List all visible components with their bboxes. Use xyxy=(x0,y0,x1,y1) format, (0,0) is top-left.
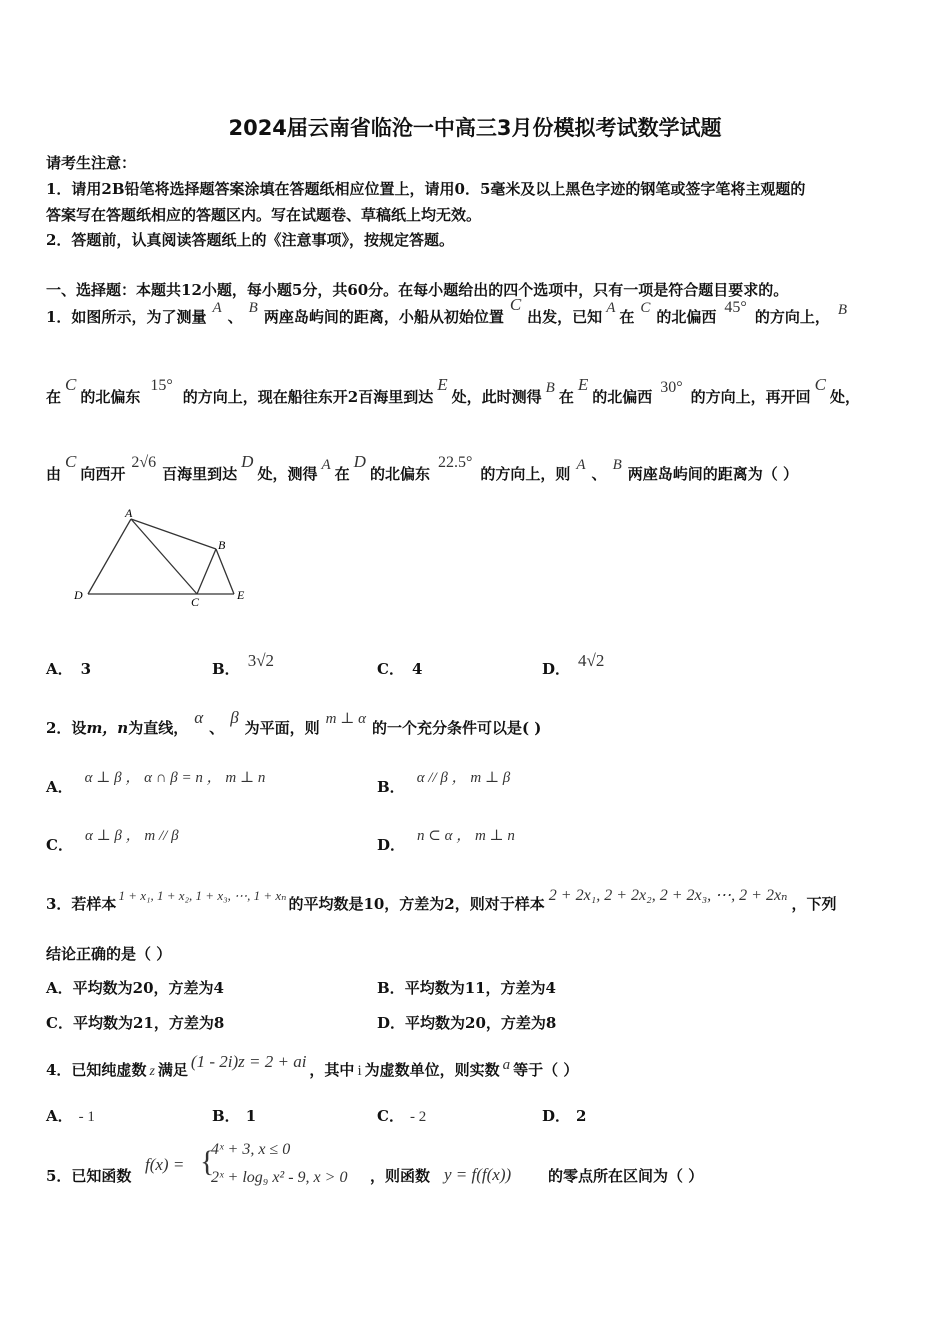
q5-fx: f(x) = xyxy=(145,1155,185,1174)
q5-case-2: 2ˣ + log₉ x² - 9, x > 0 xyxy=(211,1169,348,1186)
q1-option-b[interactable]: B． 3√2 xyxy=(212,651,275,678)
notice-line-1b: 答案写在答题纸相应的答题区内。写在试题卷、草稿纸上均无效。 xyxy=(46,206,482,224)
label-e: E xyxy=(237,588,245,602)
q1-line-3: 由C向西开2√6百海里到达D处，测得 A 在D的北偏东22.5°的方向上，则 A 、 B 两座岛屿间的距离为（ ） xyxy=(46,452,798,483)
q1-option-d[interactable]: D． 4√2 xyxy=(542,651,605,678)
label-b: B xyxy=(218,538,226,552)
label-d: D xyxy=(74,588,83,602)
q5-brace: { xyxy=(200,1145,215,1178)
q5-stem-end: 的零点所在区间为（ ） xyxy=(548,1167,704,1185)
label-a: A xyxy=(125,506,133,520)
section-heading: 一、选择题：本题共12小题，每小题5分，共60分。在每小题给出的四个选项中，只有一项是符合题目要求的。 xyxy=(46,281,789,299)
q3-option-b[interactable]: B．平均数为11，方差为4 xyxy=(377,979,556,997)
q5-case-1: 4ˣ + 3, x ≤ 0 xyxy=(211,1141,291,1158)
q4-option-b[interactable]: B． 1 xyxy=(212,1107,257,1125)
q2-option-b[interactable]: B． α // β ， m ⊥ β xyxy=(377,770,511,796)
q2-option-a[interactable]: A． α ⊥ β ， α ∩ β = n ， m ⊥ n xyxy=(46,770,266,796)
edge-da xyxy=(88,519,131,594)
page-title: 2024届云南省临沧一中高三3月份模拟考试数学试题 xyxy=(228,116,722,140)
q4-option-a[interactable]: A． - 1 xyxy=(46,1107,95,1125)
q1-line-1: 1．如图所示，为了测量 A 、 B 两座岛屿间的距离，小船从初始位置C出发，已知 A 在 C 的北偏西45°的方向上， B xyxy=(46,295,847,326)
label-c: C xyxy=(191,595,200,609)
q3-option-d[interactable]: D．平均数为20，方差为8 xyxy=(377,1014,557,1032)
q1-figure xyxy=(70,505,260,610)
notice-line-1: 1．请用2B铅笔将选择题答案涂填在答题纸相应位置上，请用0．5毫米及以上黑色字迹的钢笔或签字笔将主观题的 xyxy=(46,180,806,198)
edge-bc xyxy=(197,549,216,594)
notice-heading: 请考生注意： xyxy=(46,154,137,172)
q5-stem-start: 5．已知函数 xyxy=(46,1167,132,1185)
q2-option-d[interactable]: D． n ⊂ α ， m ⊥ n xyxy=(377,828,515,854)
q3-option-c[interactable]: C．平均数为21，方差为8 xyxy=(46,1014,225,1032)
q3-stem: 3．若样本 1 + x₁, 1 + x₂, 1 + x₃, ⋯, 1 + xₙ 的平均数是10，方差为2，则对于样本 2 + 2x₁, 2 + 2x₂, 2 + 2x₃, ⋯, 2 + 2xₙ ，下列 xyxy=(46,887,837,913)
q3-stem-2: 结论正确的是（ ） xyxy=(46,945,172,963)
q4-option-d[interactable]: D． 2 xyxy=(542,1107,587,1125)
edge-be xyxy=(216,549,234,594)
q1-option-a[interactable]: A． 3 xyxy=(46,660,92,678)
q4-stem: 4．已知纯虚数 z 满足 (1 - 2i)z = 2 + ai ，其中 i 为虚数单位，则实数 a 等于（ ） xyxy=(46,1052,579,1079)
q3-option-a[interactable]: A．平均数为20，方差为4 xyxy=(46,979,224,997)
q2-stem: 2．设m，n为直线，α、β为平面，则 m ⊥ α 的一个充分条件可以是( ) xyxy=(46,708,542,737)
q5-stem-mid: ，则函数 xyxy=(370,1167,431,1185)
q4-option-c[interactable]: C． - 2 xyxy=(377,1107,427,1125)
q1-line-2: 在C的北偏东15°的方向上，现在船往东开2百海里到达E处，此时测得 B 在E的北偏西30°的方向上，再开回C处， xyxy=(46,375,861,406)
q1-option-c[interactable]: C． 4 xyxy=(377,660,423,678)
q2-option-c[interactable]: C． α ⊥ β ， m // β xyxy=(46,828,179,854)
notice-line-2: 2．答题前，认真阅读答题纸上的《注意事项》，按规定答题。 xyxy=(46,231,454,249)
q5-yff: y = f(f(x)) xyxy=(444,1165,512,1184)
